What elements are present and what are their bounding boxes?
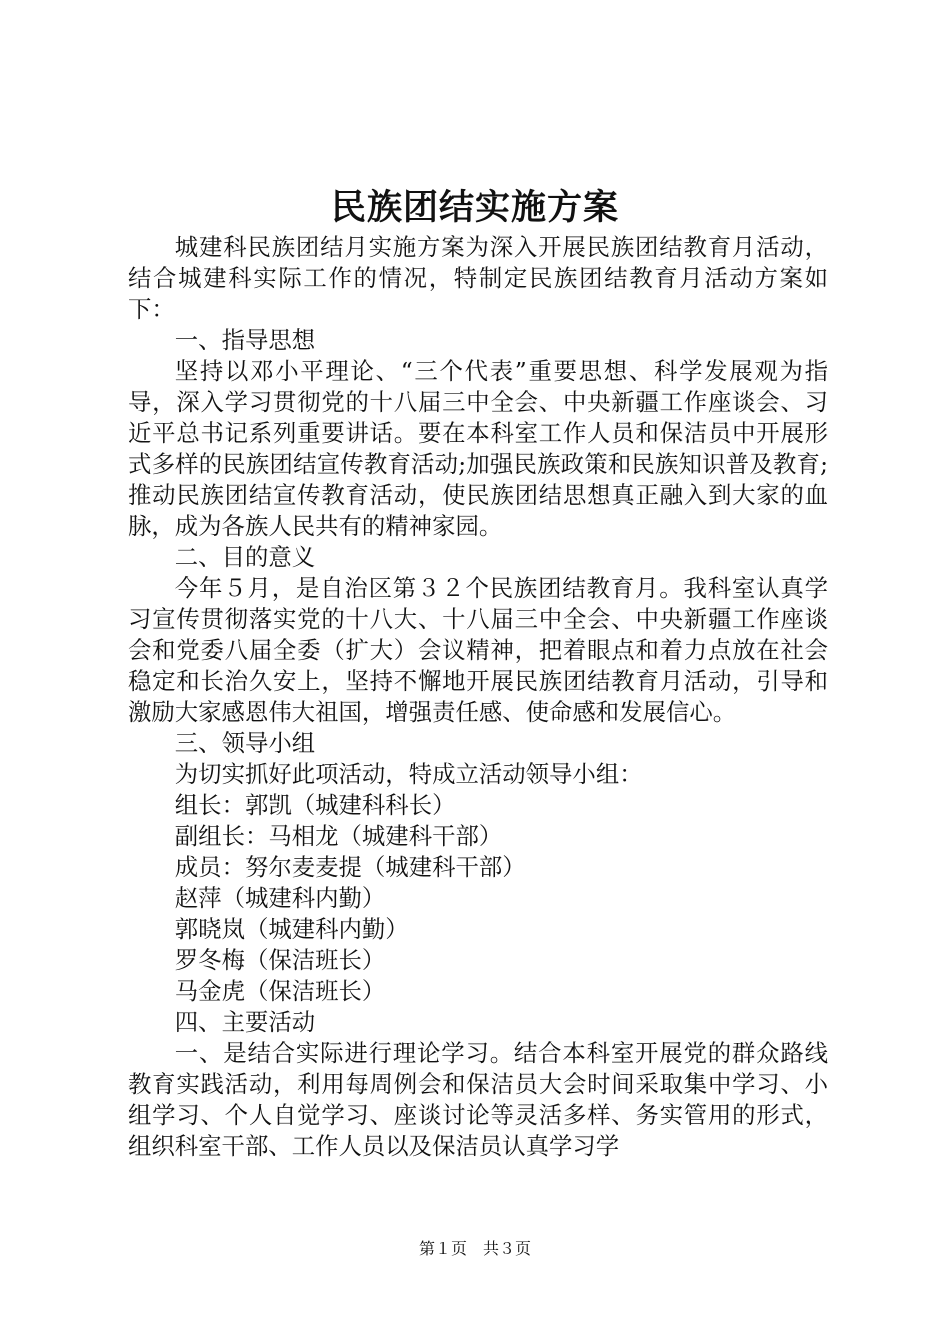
section-text-main-activities: 一、是结合实际进行理论学习。结合本科室开展党的群众路线教育实践活动，利用每周例会和保洁员大会时间采取集中学习、小组学习、个人自觉学习、座谈讨论等灵活多样、务实管用的形式，组织科室干部、工作人员以及保洁员认真学习学: [128, 1039, 828, 1160]
section-heading-leadership-group: 三、领导小组: [174, 729, 316, 757]
section-text-purpose: 今年５月，是自治区第３２个民族团结教育月。我科室认真学习宣传贯彻落实党的十八大、十八届三中全会、中央新疆工作座谈会和党委八届全委（扩大）会议精神，把着眼点和着力点放在社会稳定和长治久安上，坚持不懈地开展民族团结教育月活动，引导和激励大家感恩伟大祖国，增强责任感、使命感和发展信心。: [128, 574, 828, 726]
page-number-footer: 第１页 共３页: [418, 1239, 531, 1258]
leadership-member-line: 赵萍（城建科内勤）: [174, 884, 386, 912]
leadership-intro-line: 为切实抓好此项活动，特成立活动领导小组：: [174, 760, 643, 788]
leadership-member-line: 组长：郭凯（城建科科长）: [174, 791, 456, 819]
leadership-member-line: 马金虎（保洁班长）: [174, 977, 386, 1005]
section-text-guiding-ideology: 坚持以邓小平理论、“三个代表”重要思想、科学发展观为指导，深入学习贯彻党的十八届三中全会、中央新疆工作座谈会、习近平总书记系列重要讲话。要在本科室工作人员和保洁员中开展形式多样的民族团结宣传教育活动;加强民族政策和民族知识普及教育;推动民族团结宣传教育活动，使民族团结思想真正融入到大家的血脉，成为各族人民共有的精神家园。: [128, 357, 828, 540]
leadership-member-line: 罗冬梅（保洁班长）: [174, 946, 386, 974]
leadership-member-line: 成员：努尔麦麦提（城建科干部）: [174, 853, 526, 881]
document-title: 民族团结实施方案: [330, 187, 619, 228]
intro-paragraph: 城建科民族团结月实施方案为深入开展民族团结教育月活动，结合城建科实际工作的情况，特制定民族团结教育月活动方案如下：: [128, 233, 828, 323]
document-body: [128, 232, 828, 1162]
section-heading-main-activities: 四、主要活动: [174, 1008, 316, 1036]
section-heading-purpose: 二、目的意义: [174, 543, 316, 571]
leadership-member-line: 郭晓岚（城建科内勤）: [174, 915, 409, 943]
leadership-member-line: 副组长：马相龙（城建科干部）: [174, 822, 503, 850]
section-heading-guiding-ideology: 一、指导思想: [174, 326, 316, 354]
